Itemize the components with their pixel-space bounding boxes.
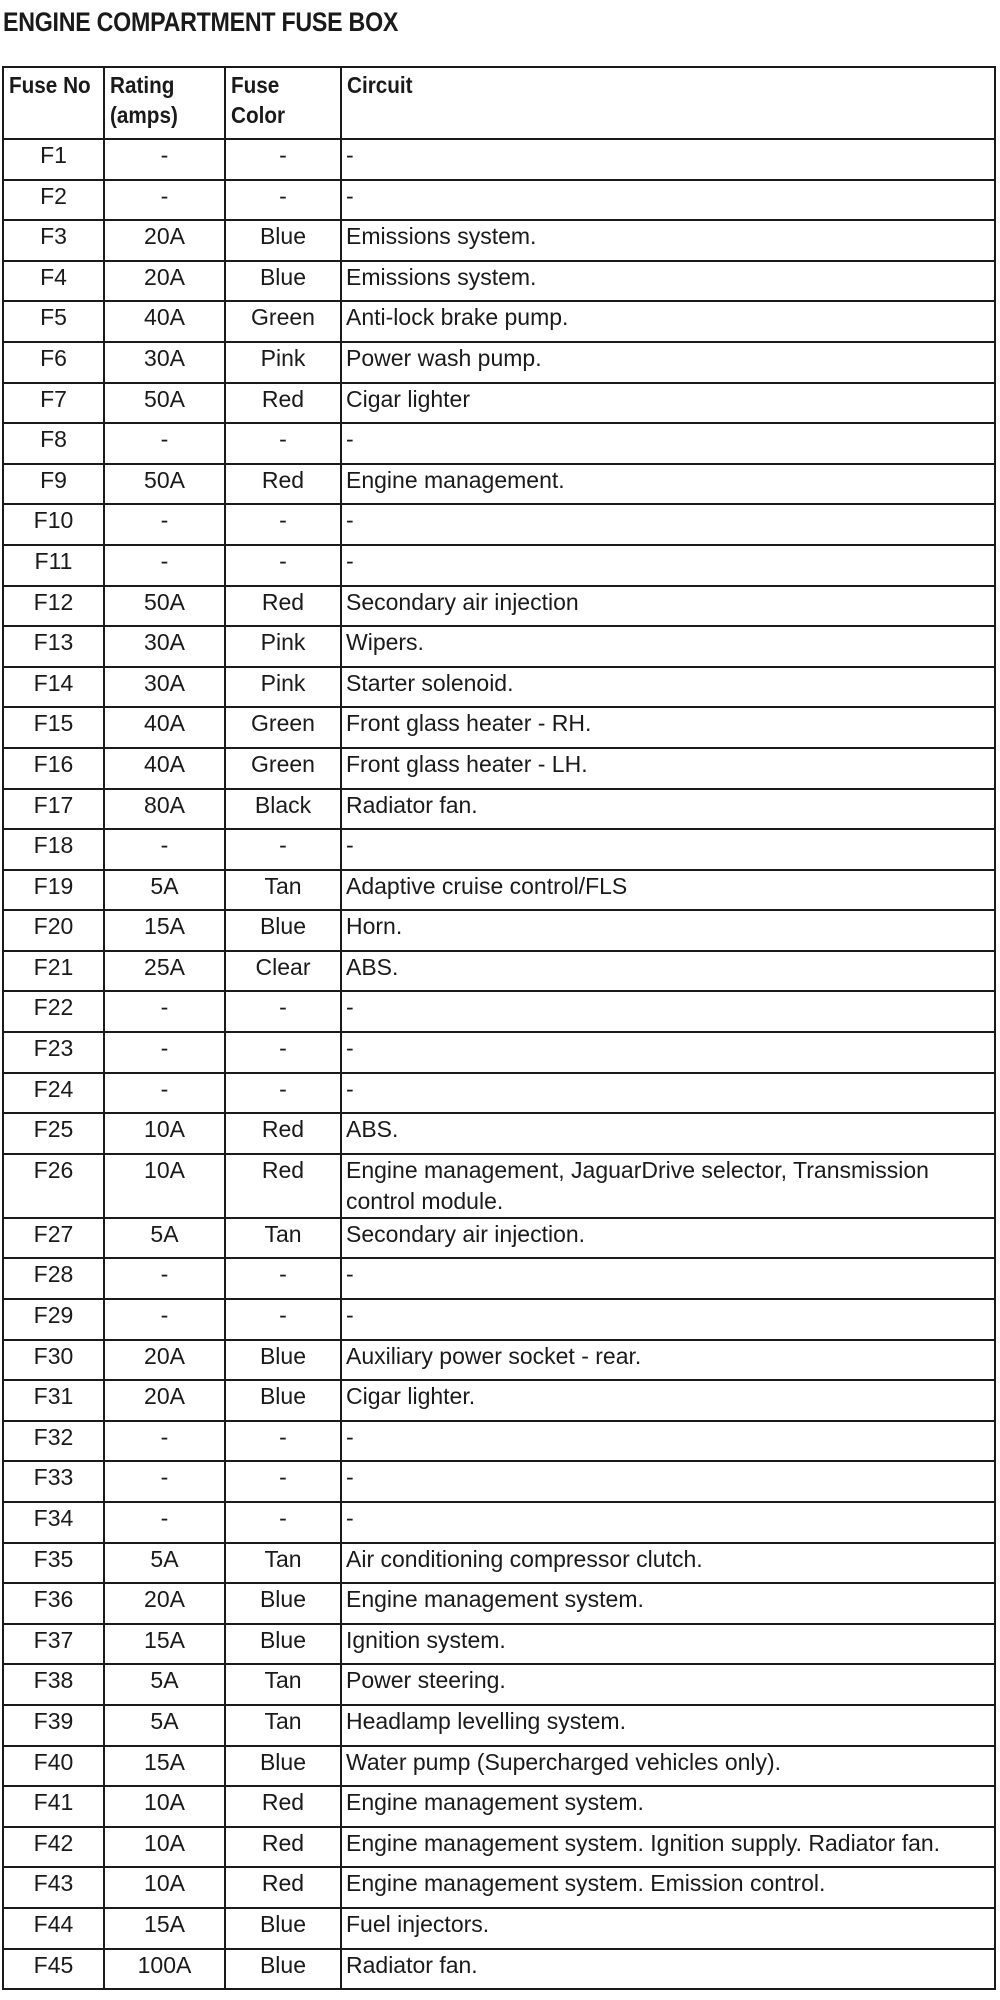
table-row (3, 1867, 995, 1908)
fuse-color-cell: Blue (225, 1746, 341, 1787)
circuit-cell: Engine management system. Ignition supply. Radiator fan. (341, 1827, 995, 1868)
circuit-cell: Cigar lighter. (341, 1380, 995, 1421)
header-rating: Rating (amps) (104, 67, 225, 139)
fuse-number-cell: F8 (3, 423, 104, 464)
circuit-cell: - (341, 545, 995, 586)
fuse-color-cell: Tan (225, 1218, 341, 1259)
circuit-cell: ABS. (341, 1113, 995, 1154)
circuit-cell: - (341, 1502, 995, 1543)
table-row (3, 910, 995, 951)
fuse-color-cell: - (225, 1502, 341, 1543)
fuse-color-cell: Blue (225, 1908, 341, 1949)
fuse-color-cell: Green (225, 707, 341, 748)
circuit-cell: - (341, 1299, 995, 1340)
rating-cell: - (104, 423, 225, 464)
table-row (3, 139, 995, 180)
fuse-number-cell: F39 (3, 1705, 104, 1746)
table-row (3, 1705, 995, 1746)
rating-cell: 15A (104, 910, 225, 951)
rating-cell: 20A (104, 1340, 225, 1381)
fuse-number-cell: F17 (3, 789, 104, 830)
rating-cell: 40A (104, 301, 225, 342)
fuse-color-cell: Red (225, 1113, 341, 1154)
rating-cell: 20A (104, 1380, 225, 1421)
rating-cell: - (104, 545, 225, 586)
fuse-number-cell: F27 (3, 1218, 104, 1259)
rating-cell: 50A (104, 586, 225, 627)
fuse-number-cell: F23 (3, 1032, 104, 1073)
rating-cell: 5A (104, 1664, 225, 1705)
rating-cell: 10A (104, 1154, 225, 1218)
rating-cell: - (104, 1073, 225, 1114)
rating-cell: 50A (104, 383, 225, 424)
table-row (3, 829, 995, 870)
table-row (3, 951, 995, 992)
table-row (3, 1421, 995, 1462)
table-row (3, 1827, 995, 1868)
circuit-cell: Radiator fan. (341, 1949, 995, 1990)
table-row (3, 1908, 995, 1949)
fuse-number-cell: F2 (3, 180, 104, 221)
fuse-number-cell: F10 (3, 504, 104, 545)
rating-cell: - (104, 139, 225, 180)
fuse-number-cell: F9 (3, 464, 104, 505)
circuit-cell: - (341, 829, 995, 870)
fuse-color-cell: Blue (225, 1340, 341, 1381)
rating-cell: 30A (104, 626, 225, 667)
table-row (3, 423, 995, 464)
header-fuse-color: Fuse Color (225, 67, 341, 139)
table-row (3, 748, 995, 789)
fuse-number-cell: F20 (3, 910, 104, 951)
table-row (3, 870, 995, 911)
circuit-cell: Engine management system. (341, 1786, 995, 1827)
fuse-number-cell: F28 (3, 1258, 104, 1299)
rating-cell: 30A (104, 667, 225, 708)
table-row (3, 586, 995, 627)
circuit-cell: Secondary air injection (341, 586, 995, 627)
fuse-color-cell: Red (225, 464, 341, 505)
table-header (3, 67, 995, 139)
table-row (3, 1624, 995, 1665)
header-fuse-no: Fuse No (3, 67, 104, 139)
circuit-cell: Engine management. (341, 464, 995, 505)
circuit-cell: Anti-lock brake pump. (341, 301, 995, 342)
fuse-number-cell: F33 (3, 1461, 104, 1502)
fuse-color-cell: Red (225, 1786, 341, 1827)
circuit-cell: - (341, 1073, 995, 1114)
rating-cell: 40A (104, 707, 225, 748)
fuse-number-cell: F18 (3, 829, 104, 870)
fuse-color-cell: - (225, 1073, 341, 1114)
rating-cell: 20A (104, 261, 225, 302)
circuit-cell: Wipers. (341, 626, 995, 667)
table-row (3, 1218, 995, 1259)
rating-cell: - (104, 504, 225, 545)
rating-cell: - (104, 1299, 225, 1340)
fuse-number-cell: F30 (3, 1340, 104, 1381)
circuit-cell: Front glass heater - LH. (341, 748, 995, 789)
fuse-color-cell: Blue (225, 1624, 341, 1665)
fuse-color-cell: - (225, 1258, 341, 1299)
circuit-cell: Emissions system. (341, 261, 995, 302)
fuse-number-cell: F4 (3, 261, 104, 302)
table-body (3, 139, 995, 1989)
circuit-cell: Adaptive cruise control/FLS (341, 870, 995, 911)
fuse-number-cell: F45 (3, 1949, 104, 1990)
fuse-color-cell: - (225, 1032, 341, 1073)
rating-cell: - (104, 1502, 225, 1543)
circuit-cell: Engine management, JaguarDrive selector, Transmission control module. (341, 1154, 995, 1218)
circuit-cell: - (341, 180, 995, 221)
fuse-number-cell: F25 (3, 1113, 104, 1154)
circuit-cell: - (341, 1461, 995, 1502)
table-row (3, 991, 995, 1032)
fuse-color-cell: Green (225, 301, 341, 342)
rating-cell: - (104, 180, 225, 221)
fuse-color-cell: - (225, 423, 341, 464)
circuit-cell: - (341, 1421, 995, 1462)
fuse-color-cell: Tan (225, 1664, 341, 1705)
circuit-cell: Water pump (Supercharged vehicles only). (341, 1746, 995, 1787)
table-row (3, 180, 995, 221)
fuse-color-cell: - (225, 139, 341, 180)
table-row (3, 1258, 995, 1299)
fuse-color-cell: Pink (225, 667, 341, 708)
rating-cell: 25A (104, 951, 225, 992)
page-title: ENGINE COMPARTMENT FUSE BOX (3, 7, 399, 37)
fuse-number-cell: F7 (3, 383, 104, 424)
rating-cell: - (104, 1032, 225, 1073)
circuit-cell: - (341, 991, 995, 1032)
fuse-color-cell: - (225, 180, 341, 221)
rating-cell: 5A (104, 1705, 225, 1746)
fuse-number-cell: F3 (3, 220, 104, 261)
fuse-color-cell: Tan (225, 1705, 341, 1746)
fuse-number-cell: F1 (3, 139, 104, 180)
fuse-color-cell: Clear (225, 951, 341, 992)
table-row (3, 220, 995, 261)
rating-cell: 40A (104, 748, 225, 789)
fuse-number-cell: F38 (3, 1664, 104, 1705)
circuit-cell: - (341, 504, 995, 545)
fuse-number-cell: F29 (3, 1299, 104, 1340)
fuse-number-cell: F34 (3, 1502, 104, 1543)
rating-cell: - (104, 991, 225, 1032)
fuse-color-cell: - (225, 504, 341, 545)
fuse-number-cell: F43 (3, 1867, 104, 1908)
fuse-color-cell: Tan (225, 1543, 341, 1584)
circuit-cell: Auxiliary power socket - rear. (341, 1340, 995, 1381)
table-row (3, 383, 995, 424)
header-row (3, 67, 995, 139)
table-row (3, 667, 995, 708)
fuse-color-cell: Red (225, 1827, 341, 1868)
rating-cell: 20A (104, 1583, 225, 1624)
fuse-color-cell: - (225, 1421, 341, 1462)
rating-cell: 30A (104, 342, 225, 383)
rating-cell: - (104, 1258, 225, 1299)
fuse-number-cell: F42 (3, 1827, 104, 1868)
fuse-color-cell: Blue (225, 1583, 341, 1624)
circuit-cell: Front glass heater - RH. (341, 707, 995, 748)
circuit-cell: Power wash pump. (341, 342, 995, 383)
table-row (3, 545, 995, 586)
fuse-color-cell: Black (225, 789, 341, 830)
fuse-color-cell: - (225, 545, 341, 586)
rating-cell: - (104, 829, 225, 870)
fuse-number-cell: F26 (3, 1154, 104, 1218)
fuse-number-cell: F6 (3, 342, 104, 383)
fuse-color-cell: Blue (225, 910, 341, 951)
rating-cell: 10A (104, 1786, 225, 1827)
table-row (3, 1461, 995, 1502)
fuse-color-cell: Blue (225, 1380, 341, 1421)
fuse-number-cell: F41 (3, 1786, 104, 1827)
fuse-color-cell: - (225, 1461, 341, 1502)
circuit-cell: Engine management system. Emission control. (341, 1867, 995, 1908)
rating-cell: 80A (104, 789, 225, 830)
circuit-cell: - (341, 1258, 995, 1299)
fuse-number-cell: F5 (3, 301, 104, 342)
fuse-color-cell: Tan (225, 870, 341, 911)
table-row (3, 1073, 995, 1114)
circuit-cell: Ignition system. (341, 1624, 995, 1665)
rating-cell: 15A (104, 1908, 225, 1949)
circuit-cell: Engine management system. (341, 1583, 995, 1624)
fuse-color-cell: Red (225, 586, 341, 627)
table-row (3, 464, 995, 505)
fuse-color-cell: Red (225, 383, 341, 424)
table-row (3, 1543, 995, 1584)
table-row (3, 1032, 995, 1073)
table-row (3, 1299, 995, 1340)
circuit-cell: Horn. (341, 910, 995, 951)
circuit-cell: Secondary air injection. (341, 1218, 995, 1259)
fuse-color-cell: Blue (225, 220, 341, 261)
fuse-number-cell: F11 (3, 545, 104, 586)
fuse-number-cell: F40 (3, 1746, 104, 1787)
table-row (3, 1340, 995, 1381)
table-row (3, 301, 995, 342)
fuse-table (2, 66, 996, 1990)
fuse-number-cell: F13 (3, 626, 104, 667)
fuse-number-cell: F19 (3, 870, 104, 911)
table-row (3, 626, 995, 667)
fuse-number-cell: F14 (3, 667, 104, 708)
rating-cell: 15A (104, 1624, 225, 1665)
table-row (3, 789, 995, 830)
rating-cell: 10A (104, 1827, 225, 1868)
circuit-cell: - (341, 1032, 995, 1073)
rating-cell: - (104, 1461, 225, 1502)
fuse-color-cell: - (225, 1299, 341, 1340)
table-row (3, 1502, 995, 1543)
circuit-cell: Cigar lighter (341, 383, 995, 424)
fuse-number-cell: F21 (3, 951, 104, 992)
table-row (3, 1154, 995, 1218)
circuit-cell: Starter solenoid. (341, 667, 995, 708)
fuse-number-cell: F12 (3, 586, 104, 627)
circuit-cell: - (341, 139, 995, 180)
rating-cell: 5A (104, 870, 225, 911)
fuse-number-cell: F35 (3, 1543, 104, 1584)
fuse-color-cell: Red (225, 1867, 341, 1908)
circuit-cell: Power steering. (341, 1664, 995, 1705)
fuse-color-cell: - (225, 991, 341, 1032)
fuse-number-cell: F22 (3, 991, 104, 1032)
fuse-number-cell: F16 (3, 748, 104, 789)
rating-cell: - (104, 1421, 225, 1462)
fuse-number-cell: F31 (3, 1380, 104, 1421)
rating-cell: 100A (104, 1949, 225, 1990)
table-row (3, 707, 995, 748)
circuit-cell: Radiator fan. (341, 789, 995, 830)
fuse-color-cell: - (225, 829, 341, 870)
rating-cell: 10A (104, 1867, 225, 1908)
circuit-cell: Fuel injectors. (341, 1908, 995, 1949)
table-row (3, 1786, 995, 1827)
fuse-color-cell: Pink (225, 342, 341, 383)
table-row (3, 1380, 995, 1421)
rating-cell: 5A (104, 1543, 225, 1584)
fuse-color-cell: Pink (225, 626, 341, 667)
table-row (3, 1746, 995, 1787)
table-row (3, 342, 995, 383)
circuit-cell: Emissions system. (341, 220, 995, 261)
rating-cell: 15A (104, 1746, 225, 1787)
rating-cell: 50A (104, 464, 225, 505)
fuse-number-cell: F44 (3, 1908, 104, 1949)
fuse-number-cell: F36 (3, 1583, 104, 1624)
circuit-cell: ABS. (341, 951, 995, 992)
rating-cell: 5A (104, 1218, 225, 1259)
table-row (3, 1949, 995, 1990)
fuse-color-cell: Green (225, 748, 341, 789)
table-row (3, 504, 995, 545)
circuit-cell: - (341, 423, 995, 464)
fuse-number-cell: F32 (3, 1421, 104, 1462)
table-row (3, 1113, 995, 1154)
fuse-number-cell: F37 (3, 1624, 104, 1665)
header-circuit: Circuit (341, 67, 995, 139)
circuit-cell: Air conditioning compressor clutch. (341, 1543, 995, 1584)
rating-cell: 10A (104, 1113, 225, 1154)
fuse-number-cell: F24 (3, 1073, 104, 1114)
fuse-number-cell: F15 (3, 707, 104, 748)
fuse-color-cell: Blue (225, 261, 341, 302)
table-row (3, 1583, 995, 1624)
fuse-color-cell: Blue (225, 1949, 341, 1990)
fuse-color-cell: Red (225, 1154, 341, 1218)
circuit-cell: Headlamp levelling system. (341, 1705, 995, 1746)
table-row (3, 261, 995, 302)
rating-cell: 20A (104, 220, 225, 261)
table-row (3, 1664, 995, 1705)
